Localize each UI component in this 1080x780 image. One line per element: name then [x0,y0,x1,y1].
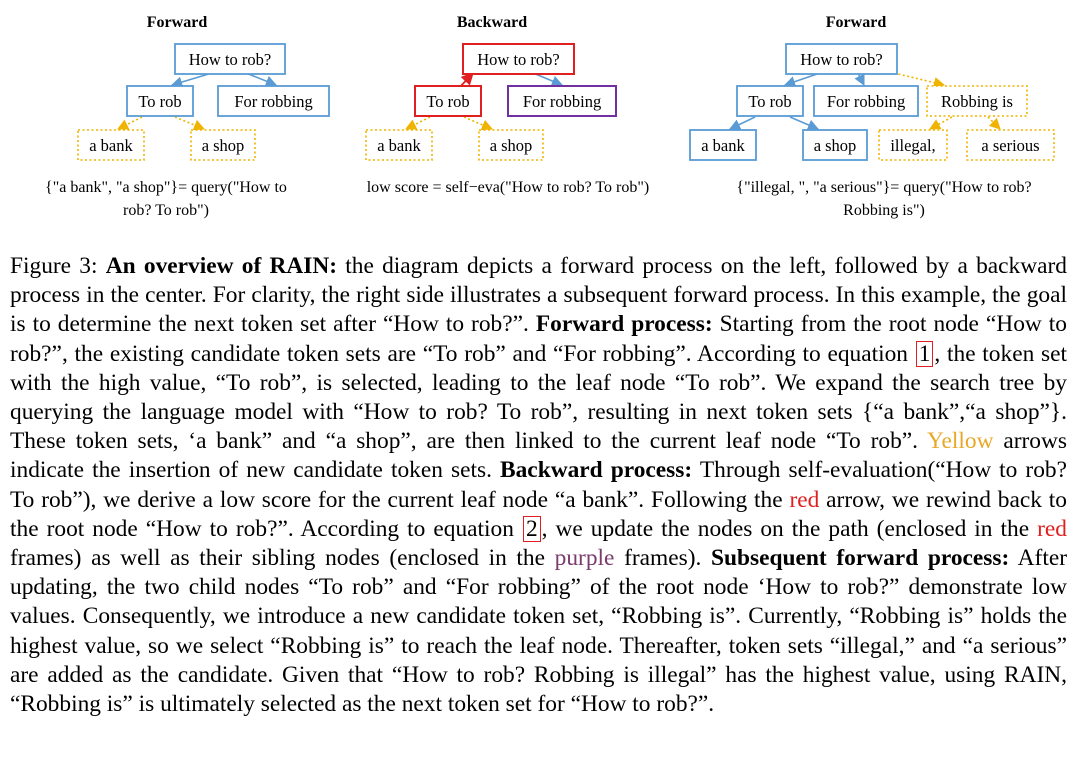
root-node-label: How to rob? [188,50,272,69]
panel-title: Forward [146,14,208,31]
caption-heading: An overview of RAIN: [105,253,338,279]
caption-text: After updating, the two child nodes “To rob” and “For robbing” of the root node ‘How to rob?” demonstrate low values. Consequently, we introduce a new candidate token set, “Robbing is”. Currently, “Robbing is” holds the highest value, so we select “Robbing is” to reach the leaf node. Thereafter, token sets “illegal,” and “a serious” are added as the candidate. Given that “How to rob? Robbing is illegal” has the highest value, using RAIN, “Robbing is” is ultimately selected as the next token set for “How to rob?”. [10,545,1067,718]
red-word: red [789,486,820,513]
panel-title: Forward [825,14,887,31]
child-node-label: For robbing [522,92,602,111]
query-formula: rob? To rob") [123,202,209,219]
panel-backward-center [366,14,649,196]
child-node-label: For robbing [234,92,313,111]
candidate-node-label: illegal, [890,136,936,155]
panel-forward-left [45,14,329,219]
insert-arrow [930,117,952,129]
caption-text: Starting from the root node “How to rob?”, the existing candidate token sets are “To rob” and “For robbing”. According to equation [10,311,1067,367]
panel-forward-right [690,14,1054,219]
insert-arrow [988,117,1000,129]
yellow-word: Yellow [926,428,994,455]
insert-arrow [464,117,492,129]
caption-text: Through self-evaluation(“How to rob? To rob”), we derive a low score for the current leaf node “a bank”. Following the [10,457,1067,513]
child-node-label: To rob [426,92,470,111]
caption-text: , the token set with the high value, “To rob”, is selected, leading to the leaf node “To rob”. We expand the search tree by querying the language model with “How to rob? To rob”, resulting in next token sets {“a bank”,“a shop”}. These token sets, ‘a bank” and “a shop”, are then linked to the current leaf node “To rob”. [10,340,1067,455]
child-node-label: To rob [138,92,182,111]
figure-caption [10,252,1067,719]
caption-text: the diagram depicts a forward process on the left, followed by a backward process in the center. For clarity, the right side illustrates a subsequent forward process. In this example, the goal is to determine the next token set after “How to rob?”. [10,253,1067,338]
insert-arrow [175,117,204,129]
edge-arrow [730,117,755,129]
caption-label: Figure 3: [10,253,106,279]
subsequent-forward-heading: Subsequent forward process: [711,545,1010,572]
root-node-label: How to rob? [477,50,560,69]
candidate-node-label: a serious [981,136,1040,155]
purple-word: purple [554,545,615,572]
edge-arrow [790,117,818,129]
caption-text: arrows indicate the insertion of new candidate token sets. [10,428,1067,484]
red-word: red [1037,515,1067,542]
query-formula: {"a bank", "a shop"}= query("How to [45,179,287,196]
insert-arrow [118,117,142,129]
query-formula: Robbing is") [843,202,925,219]
leaf-node-label: a shop [813,136,857,155]
equation-1-link[interactable]: 1 [916,341,934,367]
candidate-node-label: a bank [89,136,133,155]
self-eval-formula: low score = self−eva("How to rob? To rob") [366,179,650,196]
candidate-node-label: a bank [377,136,421,155]
insert-arrow [894,73,944,85]
child-node-label: To rob [748,92,792,111]
backward-process-heading: Backward process: [500,457,693,484]
candidate-node-label: a shop [489,136,533,155]
forward-process-heading: Forward process: [535,311,713,338]
figure-3-diagram [0,0,1080,230]
candidate-node-label: a shop [201,136,245,155]
rain-tree-diagram [0,0,1080,230]
caption-text: frames) as well as their sibling nodes (enclosed in the [10,545,555,572]
candidate-node-label: Robbing is [941,92,1013,111]
equation-2-link[interactable]: 2 [523,516,541,542]
panel-title: Backward [456,14,528,31]
caption-text: , we update the nodes on the path (enclosed in the [541,515,1038,542]
child-node-label: For robbing [826,92,906,111]
query-formula: {"illegal, ", "a serious"}= query("How to rob? [736,179,1032,196]
root-node-label: How to rob? [800,50,883,69]
caption-text: arrow, we rewind back to the root node “How to rob?”. According to equation [10,486,1067,542]
insert-arrow [406,117,430,129]
leaf-node-label: a bank [701,136,745,155]
caption-text: frames). [614,545,711,572]
